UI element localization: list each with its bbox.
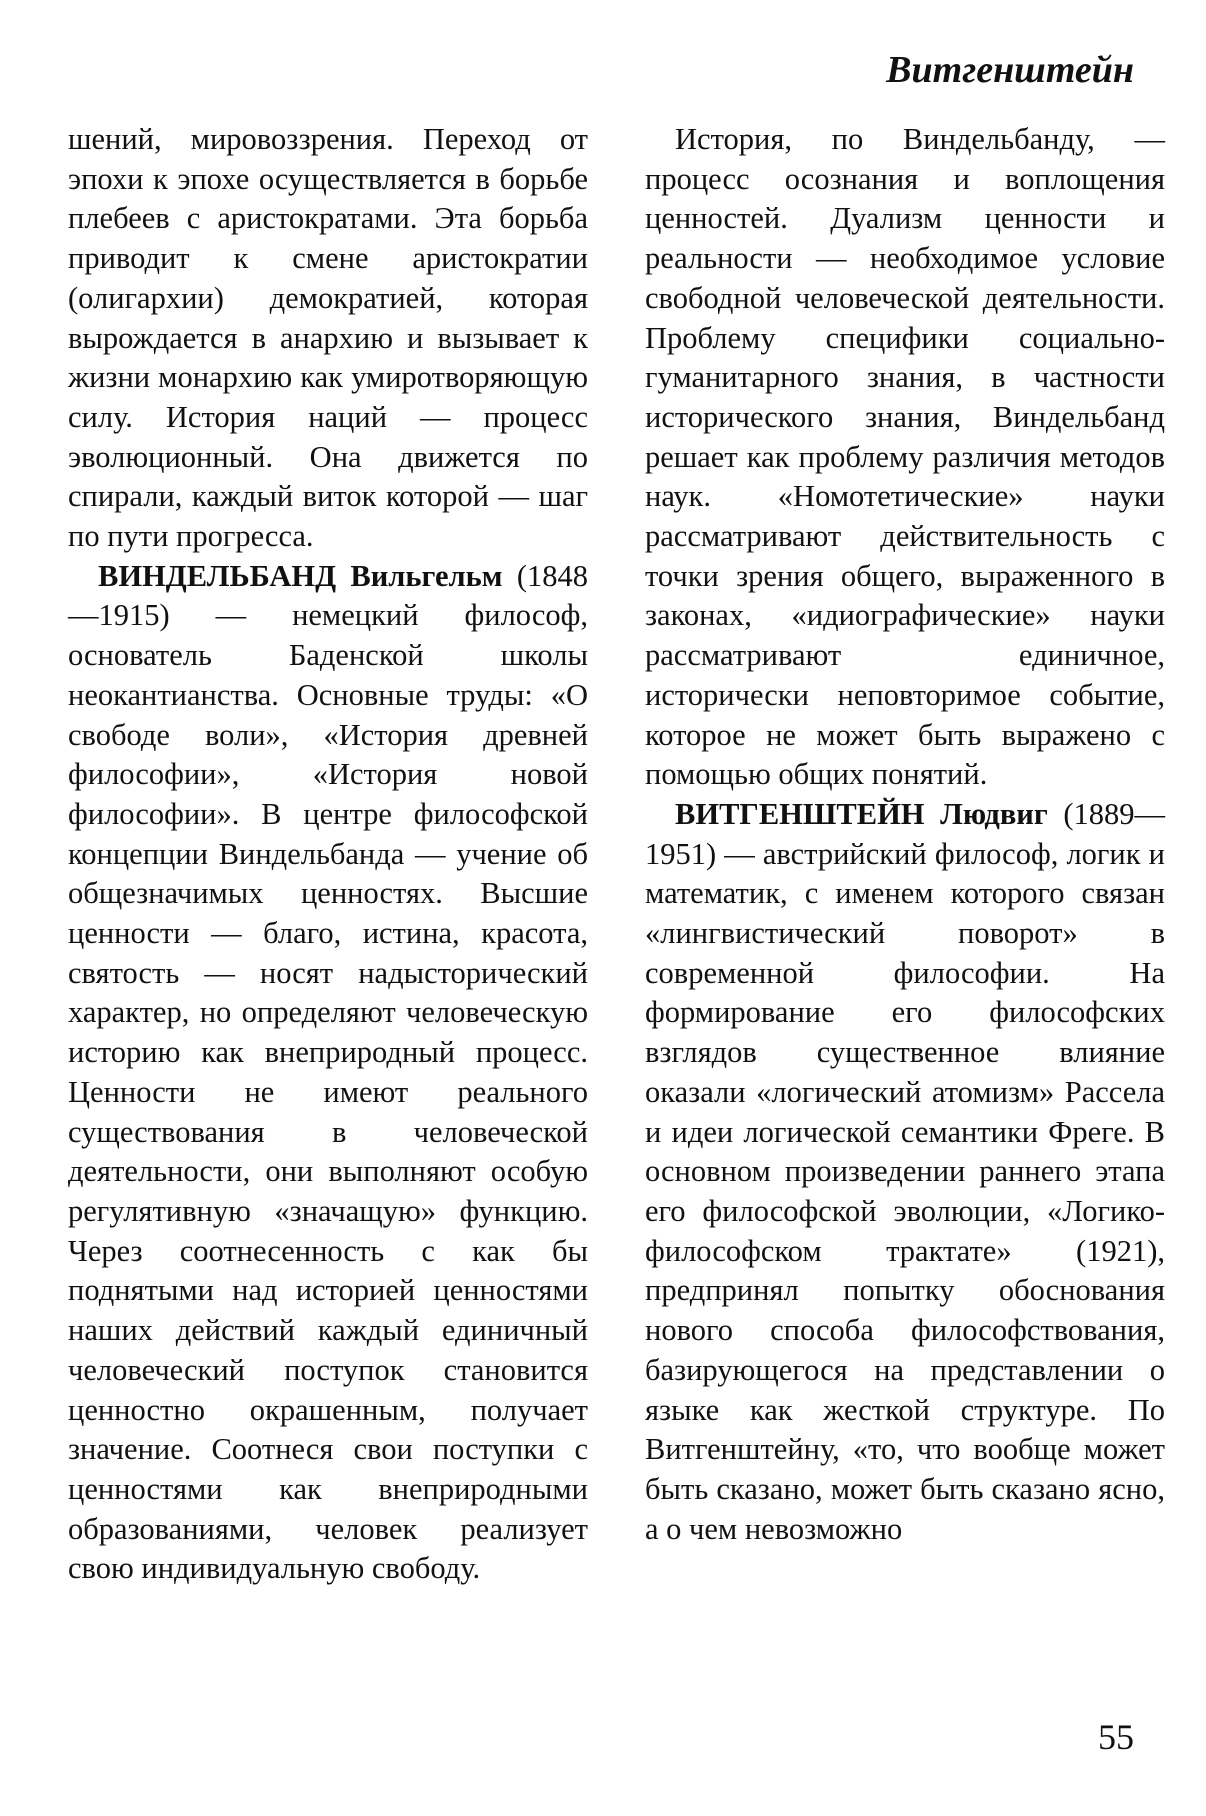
running-title: Витгенштейн: [886, 49, 1134, 91]
entry-headword: ВИНДЕЛЬБАНД Вильгельм: [98, 558, 503, 593]
entry-headword: ВИТГЕНШТЕЙН Людвиг: [675, 796, 1048, 831]
entry-text: (1848—1915) — немецкий философ, основатель Баденской школы неокантианства. Основные труды: «О свободе воли», «История древней философии», «История новой философии». В центре философской концепции Виндельбанда — учение об общезначимых ценностях. Высшие ценности — благо, истина, красота, святость — носят надысторический характер, но определяют человеческую историю как внеприродный процесс. Ценности не имеют реального существования в человеческой деятельности, они выполняют особую регулятивную «значащую» функцию. Через соотнесенность с как бы поднятыми над историей ценностями наших действий каждый единичный человеческий поступок становится ценностно окрашенным, получает значение. Соотнеся свои поступки с ценностями как внеприродными образованиями, человек реализует свою индивидуальную свободу.: [68, 558, 588, 1586]
page-number: 55: [1098, 1717, 1134, 1757]
dictionary-entry-windelband: [68, 557, 588, 1589]
left-column: [68, 120, 588, 1589]
dictionary-entry-wittgenstein: [645, 795, 1165, 1549]
right-column: [645, 120, 1165, 1549]
entry-text: (1889—1951) — австрийский философ, логик и математик, с именем которого связан «лингвистический поворот» в современной философии. На формирование его философских взглядов существенное влияние оказали «логический атомизм» Рассела и идеи логической семантики Фреге. В основном произведении раннего этапа его философской эволюции, «Логико-философском трактате» (1921), предпринял попытку обоснования нового способа философствования, базирующегося на представлении о языке как жесткой структуре. По Витгенштейну, «то, что вообще может быть сказано, может быть сказано ясно, а о чем невозможно: [645, 796, 1166, 1546]
continuation-paragraph: шений, мировоззрения. Переход от эпохи к эпохе осуществляется в борьбе плебеев с аристократами. Эта борьба приводит к смене аристократии (олигархии) демократией, которая вырождается в анархию и вызывает к жизни монархию как умиротворяющую силу. История наций — процесс эволюционный. Она движется по спирали, каждый виток которой — шаг по пути прогресса.: [68, 122, 588, 554]
continuation-paragraph: История, по Виндельбанду, — процесс осознания и воплощения ценностей. Дуализм ценности и реальности — необходимое условие свободной человеческой деятельности. Проблему специфики социально-гуманитарного знания, в частности исторического знания, Виндельбанд решает как проблему различия методов наук. «Номотетические» науки рассматривают действительность с точки зрения общего, выраженного в законах, «идиографические» науки рассматривают единичное, исторически неповторимое событие, которое не может быть выражено с помощью общих понятий.: [645, 122, 1165, 792]
